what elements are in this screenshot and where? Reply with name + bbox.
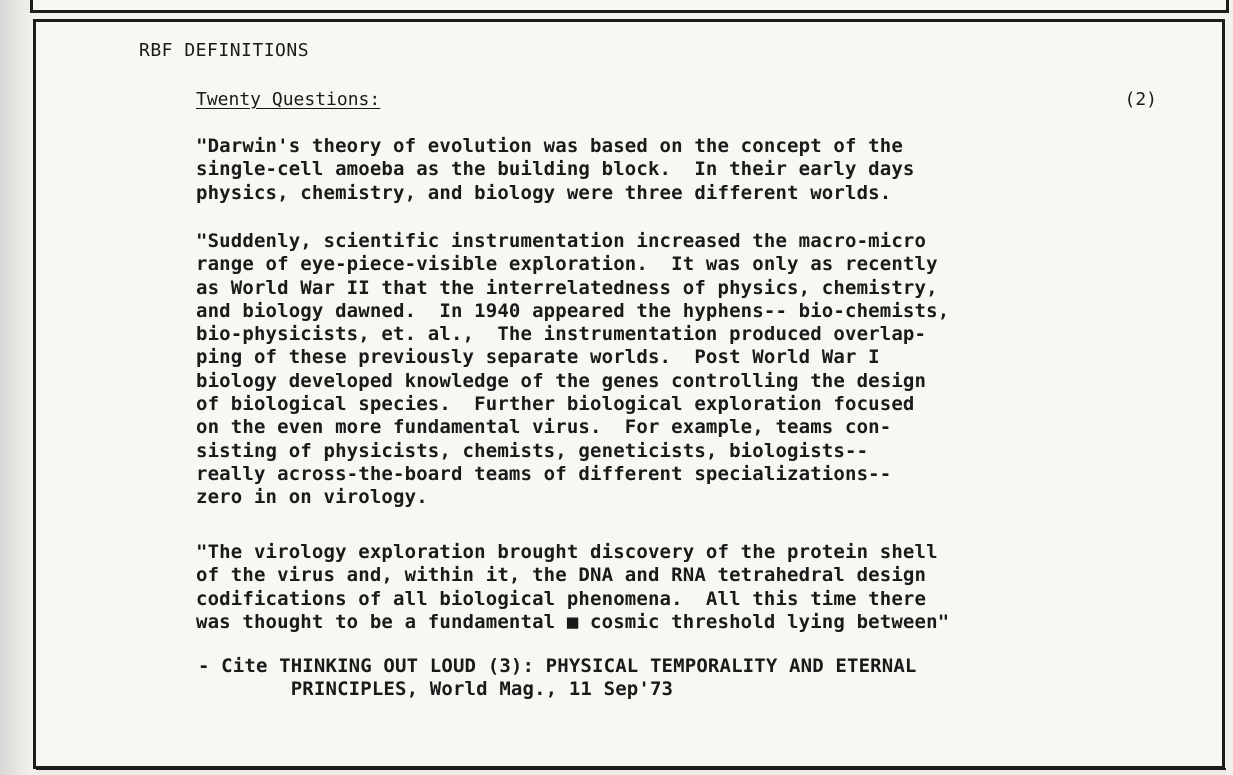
text-line: single-cell amoeba as the building block. In their early days (196, 158, 915, 181)
card-header: RBF DEFINITIONS (139, 40, 310, 61)
text-line: ping of these previously separate worlds. Post World War I (196, 346, 880, 369)
text-line: codifications of all biological phenomena. All this time there (196, 587, 927, 610)
paragraph-2 (196, 230, 949, 510)
text-line: on the even more fundamental virus. For example, teams con- (196, 416, 892, 439)
text-line: range of eye-piece-visible exploration. It was only as recently (196, 253, 938, 276)
text-line: really across-the-board teams of different specializations-- (196, 462, 892, 485)
text-line: and biology dawned. In 1940 appeared the hyphens-- bio-chemists, (196, 299, 950, 322)
text-line: biology developed knowledge of the genes controlling the design (196, 369, 927, 392)
text-line: of biological species. Further biological exploration focused (196, 393, 915, 416)
previous-card-edge (30, 0, 1229, 13)
paragraph-3 (196, 541, 949, 634)
next-card-edge (36, 768, 1226, 775)
text-line: as World War II that the interrelatedness of physics, chemistry, (196, 276, 938, 299)
citation-line: - Cite THINKING OUT LOUD (3): PHYSICAL TEMPORALITY AND ETERNAL (198, 655, 917, 677)
text-line: was thought to be a fundamental ■ cosmic threshold lying between" (196, 610, 950, 633)
scan-margin (0, 0, 30, 775)
text-line: "Darwin's theory of evolution was based on the concept of the (196, 135, 903, 157)
text-line: "Suddenly, scientific instrumentation increased the macro-micro (196, 230, 927, 252)
citation-line: PRINCIPLES, World Mag., 11 Sep'73 (198, 678, 674, 700)
paragraph-1 (196, 135, 915, 205)
text-line: bio-physicists, et. al., The instrumentation produced overlap- (196, 323, 927, 346)
text-line: physics, chemistry, and biology were three different worlds. (196, 181, 892, 204)
text-line: sisting of physicists, chemists, geneticists, biologists-- (196, 439, 869, 462)
text-line: "The virology exploration brought discovery of the protein shell (196, 541, 938, 563)
text-line: of the virus and, within it, the DNA and RNA tetrahedral design (196, 564, 927, 587)
page-number: (2) (1124, 89, 1157, 110)
entry-title: Twenty Questions: (196, 89, 381, 110)
citation (198, 655, 917, 701)
text-line: zero in on virology. (196, 486, 428, 509)
